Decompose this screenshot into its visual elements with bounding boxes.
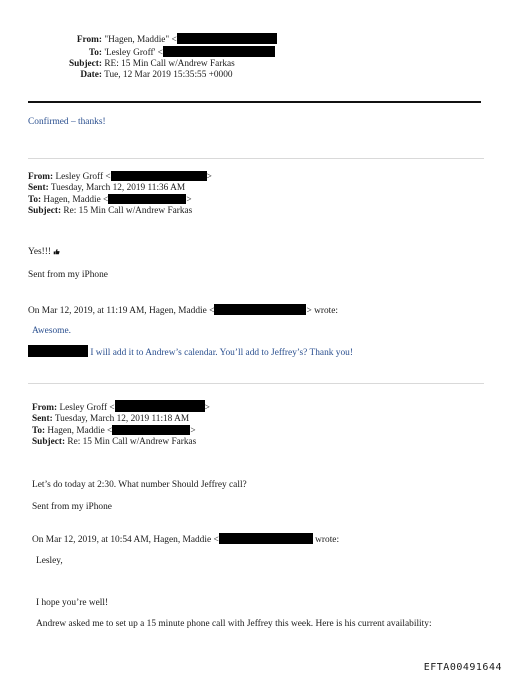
calendar-line xyxy=(28,345,353,358)
sent-label: Sent: xyxy=(28,183,49,193)
redaction-bar xyxy=(108,194,186,204)
to-value: 'Lesley Groff' < xyxy=(104,48,163,58)
redaction-bar xyxy=(28,345,88,357)
body-line-2: Andrew asked me to set up a 15 minute phone call with Jeffrey this week. Here is his current availability: xyxy=(36,619,432,629)
yes-text: Yes!!! xyxy=(28,247,52,257)
subject-value: Re: 15 Min Call w/Andrew Farkas xyxy=(63,206,193,216)
from-label: From: xyxy=(32,403,58,413)
bracket: > xyxy=(186,195,192,205)
sent-row xyxy=(32,414,210,425)
from-value: "Hagen, Maddie" < xyxy=(104,35,177,45)
sent-value: Tuesday, March 12, 2019 11:18 AM xyxy=(54,414,190,424)
redaction-bar xyxy=(219,533,313,544)
subject-label: Subject: xyxy=(32,437,66,447)
date-value: Tue, 12 Mar 2019 15:35:55 +0000 xyxy=(104,70,233,80)
to-label: To: xyxy=(32,426,46,436)
body-line-1: I hope you’re well! xyxy=(36,598,109,608)
message-header xyxy=(32,400,210,448)
redaction-bar xyxy=(112,425,190,435)
sent-row xyxy=(28,183,212,194)
reply-confirmed: Confirmed – thanks! xyxy=(28,117,106,127)
subject-row xyxy=(30,59,277,70)
subject-label: Subject: xyxy=(68,59,102,69)
subject-value: Re: 15 Min Call w/Andrew Farkas xyxy=(67,437,197,447)
subject-label: Subject: xyxy=(28,206,62,216)
signature: Sent from my iPhone xyxy=(28,270,108,280)
section-divider xyxy=(28,158,484,159)
to-value: Hagen, Maddie < xyxy=(43,195,109,205)
calendar-text: I will add it to Andrew’s calendar. You’ll add to Jeffrey’s? Thank you! xyxy=(90,348,353,358)
date-label: Date: xyxy=(80,70,102,80)
sent-value: Tuesday, March 12, 2019 11:36 AM xyxy=(50,183,186,193)
to-value: Hagen, Maddie < xyxy=(47,426,113,436)
subject-row xyxy=(32,437,210,448)
bracket: > xyxy=(190,426,196,436)
email-header xyxy=(30,33,277,81)
signature: Sent from my iPhone xyxy=(32,502,112,512)
greeting: Lesley, xyxy=(36,556,63,566)
message-header xyxy=(28,171,212,217)
date-row xyxy=(30,70,277,81)
from-row xyxy=(30,33,277,46)
header-divider xyxy=(28,101,481,103)
quote-prefix: On Mar 12, 2019, at 10:54 AM, Hagen, Maddie < xyxy=(32,535,219,545)
redaction-bar xyxy=(115,400,205,412)
redaction-bar xyxy=(163,46,275,57)
redaction-bar xyxy=(214,304,306,315)
subject-value: RE: 15 Min Call w/Andrew Farkas xyxy=(104,59,235,69)
quote-prefix: On Mar 12, 2019, at 11:19 AM, Hagen, Maddie < xyxy=(28,306,215,316)
redaction-bar xyxy=(177,33,277,44)
from-value: Lesley Groff < xyxy=(59,403,115,413)
thumbs-up-icon xyxy=(53,248,60,255)
section-divider xyxy=(28,383,484,384)
quote-suffix: > wrote: xyxy=(306,306,339,316)
from-value: Lesley Groff < xyxy=(55,172,111,182)
quote-line xyxy=(28,304,338,316)
quote-line xyxy=(32,533,339,545)
awesome-text: Awesome. xyxy=(32,326,71,336)
to-row xyxy=(28,194,212,206)
from-label: From: xyxy=(28,172,54,182)
body-yes xyxy=(28,247,60,257)
from-row xyxy=(32,400,210,414)
sent-label: Sent: xyxy=(32,414,53,424)
quote-suffix: wrote: xyxy=(315,535,340,545)
redaction-bar xyxy=(111,171,207,181)
to-label: To: xyxy=(28,195,42,205)
body-text: Let’s do today at 2:30. What number Should Jeffrey call? xyxy=(32,480,247,490)
to-label: To: xyxy=(88,48,102,58)
from-label: From: xyxy=(76,35,102,45)
to-row xyxy=(30,46,277,59)
document-id: EFTA00491644 xyxy=(423,662,502,673)
bracket: > xyxy=(206,172,212,182)
bracket: > xyxy=(204,403,210,413)
subject-row xyxy=(28,206,212,217)
from-row xyxy=(28,171,212,183)
to-row xyxy=(32,425,210,437)
